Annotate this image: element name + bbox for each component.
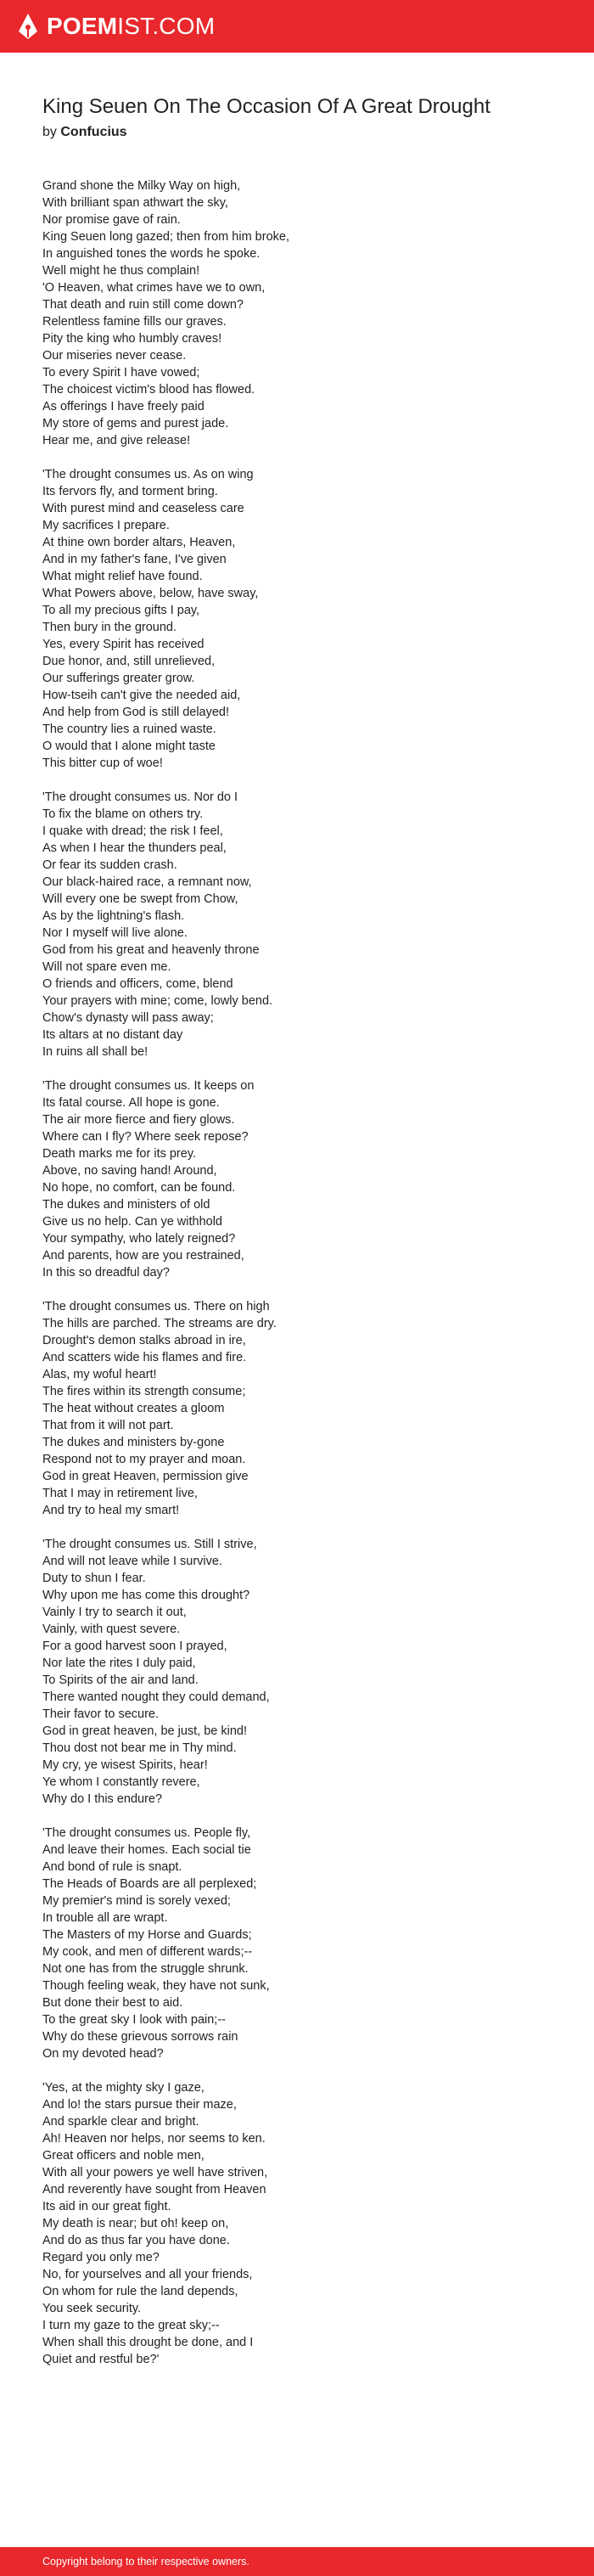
poem-line: Our sufferings greater grow. — [42, 672, 195, 685]
poem-line: The fires within its strength consume; — [42, 1385, 246, 1398]
poem-line: As by the lightning's flash. — [42, 909, 185, 923]
poem-line: That death and ruin still come down? — [42, 298, 244, 312]
poem-line: Then bury in the ground. — [42, 621, 177, 634]
poem-line: Regard you only me? — [42, 2251, 160, 2264]
poem-line: Ah! Heaven nor helps, nor seems to ken. — [42, 2132, 266, 2146]
poem-line: Chow's dynasty will pass away; — [42, 1011, 214, 1025]
poem-line: And sparkle clear and bright. — [42, 2115, 199, 2129]
poem-line: The Masters of my Horse and Guards; — [42, 1928, 252, 1942]
poem-line: That from it will not part. — [42, 1419, 174, 1432]
poem-line: In ruins all shall be! — [42, 1045, 148, 1059]
poem-stanza — [42, 1077, 560, 1281]
poem-line: As when I hear the thunders peal, — [42, 841, 227, 855]
poem-line: 'The drought consumes us. It keeps on — [42, 1079, 255, 1093]
poem-line: No hope, no comfort, can be found. — [42, 1181, 236, 1195]
poem-line: In anguished tones the words he spoke. — [42, 247, 261, 261]
poem-line: 'The drought consumes us. Still I strive, — [42, 1538, 257, 1551]
poem-line: The Heads of Boards are all perplexed; — [42, 1877, 257, 1891]
poem-line: My sacrifices I prepare. — [42, 519, 170, 532]
poem-line: When shall this drought be done, and I — [42, 2336, 254, 2349]
poem-line: What might relief have found. — [42, 570, 203, 583]
copyright-text: Copyright belong to their respective owners. — [42, 2556, 249, 2568]
poem-line: On whom for rule the land depends, — [42, 2285, 238, 2298]
poem-line: There wanted nought they could demand, — [42, 1690, 270, 1704]
poem-line: Nor promise gave of rain. — [42, 213, 181, 227]
poem-line: My store of gems and purest jade. — [42, 417, 229, 430]
poem-stanza — [42, 1825, 560, 2062]
poem-line: Why do these grievous sorrows rain — [42, 2030, 238, 2044]
poem-line: This bitter cup of woe! — [42, 756, 163, 770]
poem-line: Alas, my woful heart! — [42, 1368, 157, 1381]
poem-line: In trouble all are wrapt. — [42, 1911, 168, 1925]
poem-line: Drought's demon stalks abroad in ire, — [42, 1334, 246, 1347]
poem-line: Your sympathy, who lately reigned? — [42, 1232, 236, 1246]
poem-content — [42, 93, 560, 2385]
poem-line: My premier's mind is sorely vexed; — [42, 1894, 231, 1908]
poem-line: And parents, how are you restrained, — [42, 1249, 244, 1263]
poem-line: What Powers above, below, have sway, — [42, 587, 259, 600]
poem-line: Its aid in our great fight. — [42, 2200, 171, 2213]
poem-line: To the great sky I look with pain;-- — [42, 2013, 226, 2027]
site-logo-text — [47, 13, 215, 40]
poem-line: And in my father's fane, I've given — [42, 553, 227, 566]
author-link[interactable]: Confucius — [60, 125, 127, 139]
poem-line: Its fervors fly, and torment bring. — [42, 485, 218, 498]
poem-line: With all your powers ye well have striven, — [42, 2166, 268, 2179]
site-logo-link[interactable] — [17, 13, 215, 40]
poem-line: God from his great and heavenly throne — [42, 943, 260, 957]
poem-line: I turn my gaze to the great sky;-- — [42, 2319, 220, 2332]
poem-line: The choicest victim's blood has flowed. — [42, 383, 255, 397]
site-header — [0, 0, 594, 53]
poem-line: Your prayers with mine; come, lowly bend. — [42, 994, 273, 1008]
poem-line: For a good harvest soon I prayed, — [42, 1640, 227, 1653]
poem-line: Will every one be swept from Chow, — [42, 892, 238, 906]
poem-line: As offerings I have freely paid — [42, 400, 205, 413]
poem-line: And lo! the stars pursue their maze, — [42, 2098, 237, 2112]
poem-line: 'Yes, at the mighty sky I gaze, — [42, 2081, 205, 2095]
poem-line: To fix the blame on others try. — [42, 807, 204, 821]
poem-line: Not one has from the struggle shrunk. — [42, 1962, 249, 1976]
poem-line: 'The drought consumes us. There on high — [42, 1300, 270, 1313]
poem-line: And scatters wide his flames and fire. — [42, 1351, 247, 1364]
poem-line: At thine own border altars, Heaven, — [42, 536, 236, 549]
poem-line: Yes, every Spirit has received — [42, 638, 205, 651]
poem-line: I quake with dread; the risk I feel, — [42, 824, 223, 838]
poem-line: Its fatal course. All hope is gone. — [42, 1096, 220, 1110]
poem-line: Grand shone the Milky Way on high, — [42, 179, 241, 193]
poem-line: 'The drought consumes us. People fly, — [42, 1826, 251, 1840]
by-label: by — [42, 125, 57, 139]
poem-line: Nor late the rites I duly paid, — [42, 1656, 196, 1670]
logo-text-light: IST.COM — [117, 13, 216, 39]
logo-text-bold: POEM — [47, 13, 118, 39]
poem-line: Though feeling weak, they have not sunk, — [42, 1979, 270, 1993]
poem-line: Why do I this endure? — [42, 1792, 163, 1806]
poem-line: Vainly, with quest severe. — [42, 1623, 181, 1636]
poem-line: Their favor to secure. — [42, 1707, 159, 1721]
poem-line: Duty to shun I fear. — [42, 1572, 146, 1585]
poem-line: With brilliant span athwart the sky, — [42, 196, 228, 210]
poem-line: King Seuen long gazed; then from him broke, — [42, 230, 289, 244]
poem-line: To all my precious gifts I pay, — [42, 604, 200, 617]
poem-stanza — [42, 789, 560, 1060]
poem-line: Relentless famine fills our graves. — [42, 315, 227, 329]
poem-line: On my devoted head? — [42, 2047, 164, 2061]
poem-line: Its altars at no distant day — [42, 1028, 183, 1042]
poem-line: Quiet and restful be?' — [42, 2353, 160, 2366]
poem-line: And will not leave while I survive. — [42, 1555, 222, 1568]
poem-line: And try to heal my smart! — [42, 1504, 180, 1517]
poem-line: Vainly I try to search it out, — [42, 1606, 187, 1619]
poem-line: 'The drought consumes us. Nor do I — [42, 790, 238, 804]
poem-line: Death marks me for its prey. — [42, 1147, 197, 1161]
poem-line: And reverently have sought from Heaven — [42, 2183, 266, 2196]
poem-line: Where can I fly? Where seek repose? — [42, 1130, 249, 1144]
poem-line: The dukes and ministers of old — [42, 1198, 210, 1212]
poem-line: Well might he thus complain! — [42, 264, 200, 278]
poem-line: O friends and officers, come, blend — [42, 977, 233, 991]
pen-nib-icon — [17, 13, 39, 40]
poem-line: And help from God is still delayed! — [42, 706, 230, 719]
poem-line: God in great heaven, be just, be kind! — [42, 1724, 248, 1738]
poem-line: Nor I myself will live alone. — [42, 926, 188, 940]
poem-stanza — [42, 466, 560, 772]
poem-line: God in great Heaven, permission give — [42, 1470, 249, 1483]
poem-stanza — [42, 1536, 560, 1808]
poem-title: King Seuen On The Occasion Of A Great Drought — [42, 95, 490, 118]
poem-line: How-tseih can't give the needed aid, — [42, 689, 241, 702]
poem-line: Or fear its sudden crash. — [42, 858, 177, 872]
poem-line: To Spirits of the air and land. — [42, 1673, 199, 1687]
poem-line: And bond of rule is snapt. — [42, 1860, 182, 1874]
poem-line: The dukes and ministers by-gone — [42, 1436, 225, 1449]
poem-line: Why upon me has come this drought? — [42, 1589, 250, 1602]
site-footer — [0, 2547, 594, 2576]
poem-line: The heat without creates a gloom — [42, 1402, 225, 1415]
poem-line: With purest mind and ceaseless care — [42, 502, 244, 515]
poem-line: And leave their homes. Each social tie — [42, 1843, 251, 1857]
poem-stanza — [42, 2079, 560, 2368]
poem-stanza — [42, 177, 560, 449]
poem-line: Above, no saving hand! Around, — [42, 1164, 217, 1178]
poem-line: And do as thus far you have done. — [42, 2234, 230, 2247]
poem-line: The hills are parched. The streams are dry. — [42, 1317, 277, 1330]
poem-line: To every Spirit I have vowed; — [42, 366, 200, 380]
poem-line: Will not spare even me. — [42, 960, 171, 974]
poem-line: You seek security. — [42, 2302, 142, 2315]
poem-line: The country lies a ruined waste. — [42, 723, 216, 736]
poem-stanza — [42, 1298, 560, 1519]
poem-line: Pity the king who humbly craves! — [42, 332, 222, 346]
poem-line: O would that I alone might taste — [42, 740, 216, 753]
poem-line: No, for yourselves and all your friends, — [42, 2268, 253, 2281]
poem-line: Great officers and noble men, — [42, 2149, 205, 2163]
poem-line: Hear me, and give release! — [42, 434, 191, 447]
poem-line: Our miseries never cease. — [42, 349, 187, 363]
byline — [42, 123, 560, 142]
poem-line: That I may in retirement live, — [42, 1487, 198, 1500]
poem-body — [42, 177, 560, 2368]
poem-line: Our black-haired race, a remnant now, — [42, 875, 252, 889]
poem-line: 'O Heaven, what crimes have we to own, — [42, 281, 266, 295]
poem-line: Respond not to my prayer and moan. — [42, 1453, 246, 1466]
poem-line: My cry, ye wisest Spirits, hear! — [42, 1758, 208, 1772]
poem-line: Thou dost not bear me in Thy mind. — [42, 1741, 237, 1755]
poem-line: Give us no help. Can ye withhold — [42, 1215, 222, 1229]
poem-line: Ye whom I constantly revere, — [42, 1775, 200, 1789]
poem-line: But done their best to aid. — [42, 1996, 183, 2010]
poem-line: 'The drought consumes us. As on wing — [42, 468, 254, 481]
poem-line: Due honor, and, still unrelieved, — [42, 655, 216, 668]
poem-line: In this so dreadful day? — [42, 1266, 170, 1280]
poem-line: The air more fierce and fiery glows. — [42, 1113, 235, 1127]
poem-line: My death is near; but oh! keep on, — [42, 2217, 229, 2230]
poem-line: My cook, and men of different wards;-- — [42, 1945, 253, 1959]
